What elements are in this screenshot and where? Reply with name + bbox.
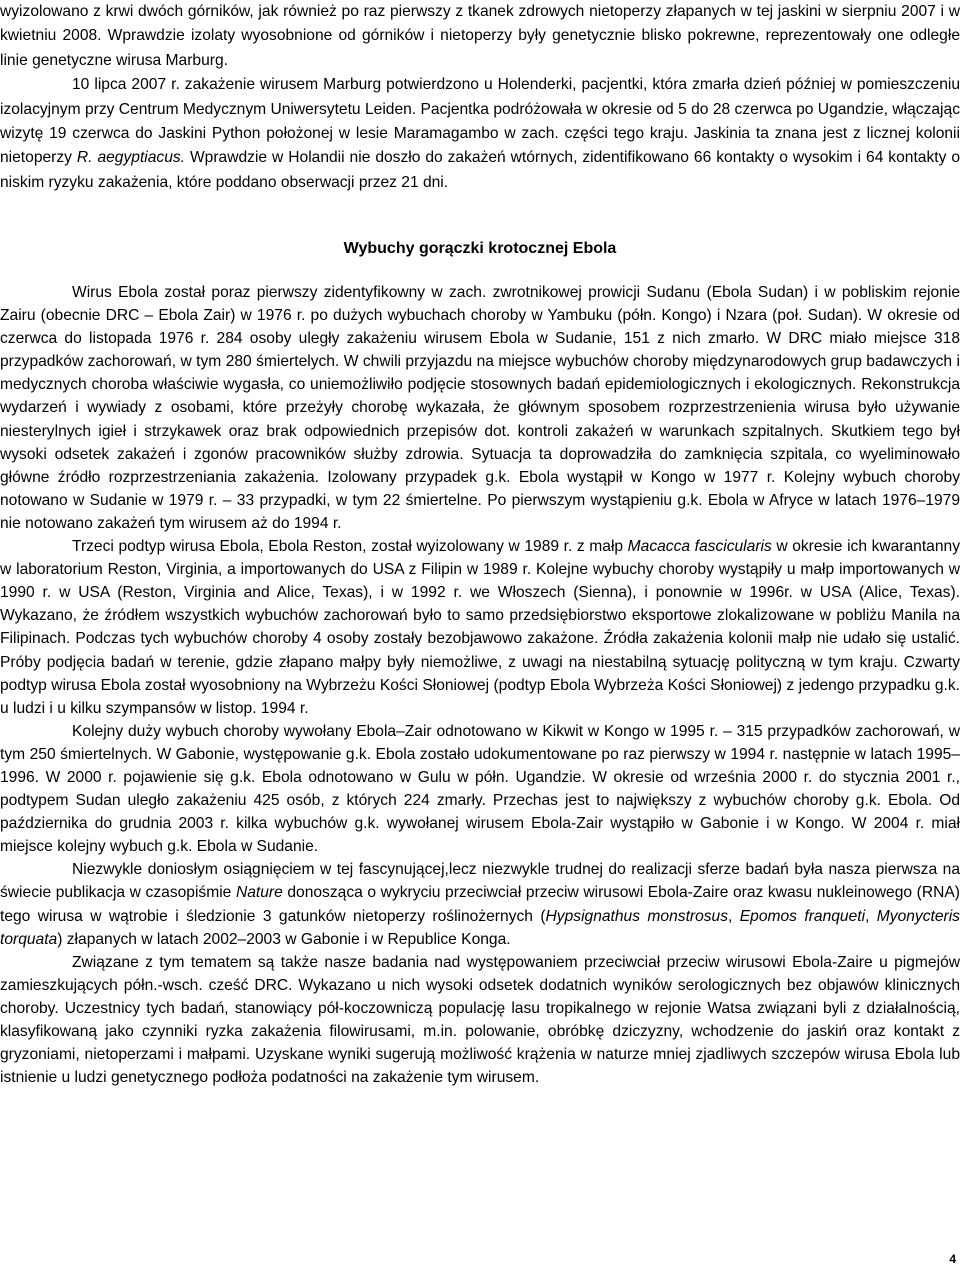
text-run: , — [728, 907, 740, 925]
paragraph-nature-publication — [0, 858, 960, 950]
page-number: 4 — [949, 1252, 956, 1266]
italic-species: Macacca fascicularis — [627, 538, 772, 556]
paragraph-pygmies-study: Związane z tym tematem są także nasze badania nad występowaniem przeciwciał przeciw wirusowi Ebola-Zaire u pigmejów zamieszkujących półn.-wsch. cześć DRC. Wykazano u nich wysoki odsetek dodatnich wyników serologicznych bez objawów klinicznych choroby. Uczestnicy tych badań, stanowiący pół-koczowniczą populację lasu tropikalnego w rejonie Watsa związani byli z działalnością, klasyfikowaną jako czynniki ryzka zakażenia filowirusami, m.in. polowanie, obróbkę dziczyzny, wchodzenie do jaskiń oraz kontakt z gryzoniami, nietoperzami i małpami. Uzyskane wyniki sugerują możliwość krążenia w naturze mniej zjadliwych szczepów wirusa Ebola lub istnienie u ludzi genetycznego podłoża podatności na zakażenie tym wirusem. — [0, 953, 960, 1087]
text-run: Wprawdzie w Holandii nie doszło do zakażeń wtórnych, zidentifikowano 66 kontakty o wysokim i 64 kontakty o niskim ryzyku zakażenia, które poddano obserwacji przez 21 dni. — [0, 149, 960, 191]
paragraph-ebola-kikwit: Kolejny duży wybuch choroby wywołany Ebola–Zair odnotowano w Kikwit w Kongo w 1995 r. – 315 przypadków zachorowań, w tym 250 śmiertelnych. W Gabonie, występowanie g.k. Ebola zostało udokumentowane po raz pierwszy w 1994 r. następnie w latach 1995–1996. W 2000 r. pojawienie się g.k. Ebola odnotowano w Gulu w półn. Ugandzie. W okresie od września 2000 r. do stycznia 2001 r., podtypem Sudan uległo zakażeniu 425 osób, z których 224 zmarły. Przechas jest to największy z wybuchów choroby g.k. Ebola. Od października do grudnia 2003 r. kilka wybuchów g.k. wywołanej wirusem Ebola-Zair wystąpiło w Gabonie i w Kongo. W 2004 r. miał miejsce kolejny wybuch g.k. Ebola w Sudanie. — [0, 722, 960, 856]
text-run: Niezwykle doniosłym osiągnięciem w tej fascynującej,lecz niezwykle trudnej do realizacji sferze badań była nasza pierwsza na świecie publikacja w czasopiśmie — [0, 861, 960, 902]
paragraph-marburg-netherlands — [0, 73, 960, 195]
text-run: donosząca o wykryciu przeciwciał przeciw wirusowi Ebola-Zaire oraz kwasu nukleinowego (RNA) tego wirusa w wątrobie i śledzionie 3 gatunków nietoperzy roślinożernych ( — [0, 884, 960, 925]
section-heading: Wybuchy gorączki krotocznej Ebola — [343, 240, 617, 257]
italic-species: Hypsignathus monstrosus — [545, 907, 729, 925]
text-run: , — [865, 907, 877, 925]
italic-journal: Nature — [235, 884, 283, 902]
paragraph-ebola-reston — [0, 535, 960, 720]
italic-species: R. aegyptiacus. — [76, 149, 186, 167]
text-run: ) złapanych w latach 2002–2003 w Gabonie i w Republice Konga. — [57, 930, 511, 948]
italic-species: Myonycteris torquata — [0, 907, 960, 948]
top-section — [0, 0, 960, 195]
paragraph-ebola-first: Wirus Ebola został poraz pierwszy zidentyfikowny w zach. zwrotnikowej prowicji Sudanu (Ebola Sudan) i w pobliskim rejonie Zairu (obecnie DRC – Ebola Zair) w 1976 r. po dużych wybuchach choroby w Yambuku (półn. Kongo) i Nzara (poł. Sudan). W okresie od czerwca do listopada 1976 r. 284 osoby uległy zakażeniu wirusem Ebola w Sudanie, 151 z nich zmarło. W DRC miało miejsce 318 przypadków zachorowań, w tym 280 śmiertelych. W chwili przyjazdu na miejsce wybuchów choroby międzynarodowych grup badawczych i medycznych choroba właściwie wygasła, co uniemożliwiło podjęcie stosownych badań epidemiologicznych i ekologicznych. Rekonstrukcja wydarzeń i wywiady z osobami, które przeżyły chorobę wykazała, że głównym sposobem rozprzestrzenienia wirusa było używanie niesterylnych igieł i strzykawek oraz brak odpowiednich przepisów dot. kontroli zakażeń w warunkach szpitalnych. Skutkiem tego był wysoki odsetek zakażeń i zgonów pracowników służby zdrowia. Sytuacja ta doprowadziła do zamknięcia szpitala, co wyeliminowało główne źródło rozprzestrzeniania zakażenia. Izolowany przypadek g.k. Ebola wystąpił w Kongo w 1977 r. Kolejny wybuch choroby notowano w Sudanie w 1979 r. – 33 przypadki, w tym 22 śmiertelne. Po pierwszym wystąpieniu g.k. Ebola w Afryce w latach 1976–1979 nie notowano zakażeń tym wirusem aż do 1994 r. — [0, 284, 960, 532]
paragraph-marburg-bats: wyizolowano z krwi dwóch górników, jak również po raz pierwszy z tkanek zdrowych nietoperzy złapanych w tej jaskini w sierpniu 2007 i w kwietniu 2008. Wprawdzie izolaty wyosobnione od górników i nietoperzy były genetycznie blisko pokrewne, reprezentowały one odległe linie genetyczne wirusa Marburg. — [0, 3, 960, 69]
main-section — [0, 281, 960, 1089]
text-run: w okresie ich kwarantanny w laboratorium Reston, Virginia, a importowanych do USA z Filipin w 1989 r. Kolejne wybuchy choroby wystąpiły u małp importowanych w 1990 r. w USA (Reston, Virginia and Alice, Texas), i w 1992 r. we Włoszech (Sienna), i ponownie w 1996r. w USA (Alice, Texas). Wykazano, że źródłem wszystkich wybuchów zachorowań było to samo przedsiębiorstwo eksportowe zlokalizowane w pobliżu Manila na Filipinach. Podczas tych wybuchów choroby 4 osoby zostały bezobjawowo zakażone. Źródła zakażenia kolonii małp nie udało się ustalić. Próby podjęcia badań w terenie, gdzie złapano małpy były niemożliwe, z uwagi na niestabilną sytuację polityczną w tym kraju. Czwarty podtyp wirusa Ebola został wyosobniony na Wybrzeżu Kości Słoniowej (podtyp Ebola Wybrzeża Kości Słoniowej) z jedengo przypadku g.k. u ludzi i u kilku szympansów w listop. 1994 r. — [0, 538, 960, 717]
italic-species: Epomos franqueti — [739, 907, 866, 925]
text-run: Trzeci podtyp wirusa Ebola, Ebola Reston, został wyizolowany w 1989 r. z małp — [72, 538, 628, 556]
text-run: 10 lipca 2007 r. zakażenie wirusem Marburg potwierdzono u Holenderki, pacjentki, która zmarła dzień później w pomieszczeniu izolacyjnym przy Centrum Medycznym Uniwersytetu Leiden. Pacjentka podróżowała w okresie od 5 do 28 czerwca po Ugandzie, włączając wizytę 19 czerwca do Jaskini Python położonej w lesie Maramagambo w zach. części tego kraju. Jaskinia ta znana jest z licznej kolonii nietoperzy — [0, 76, 960, 167]
